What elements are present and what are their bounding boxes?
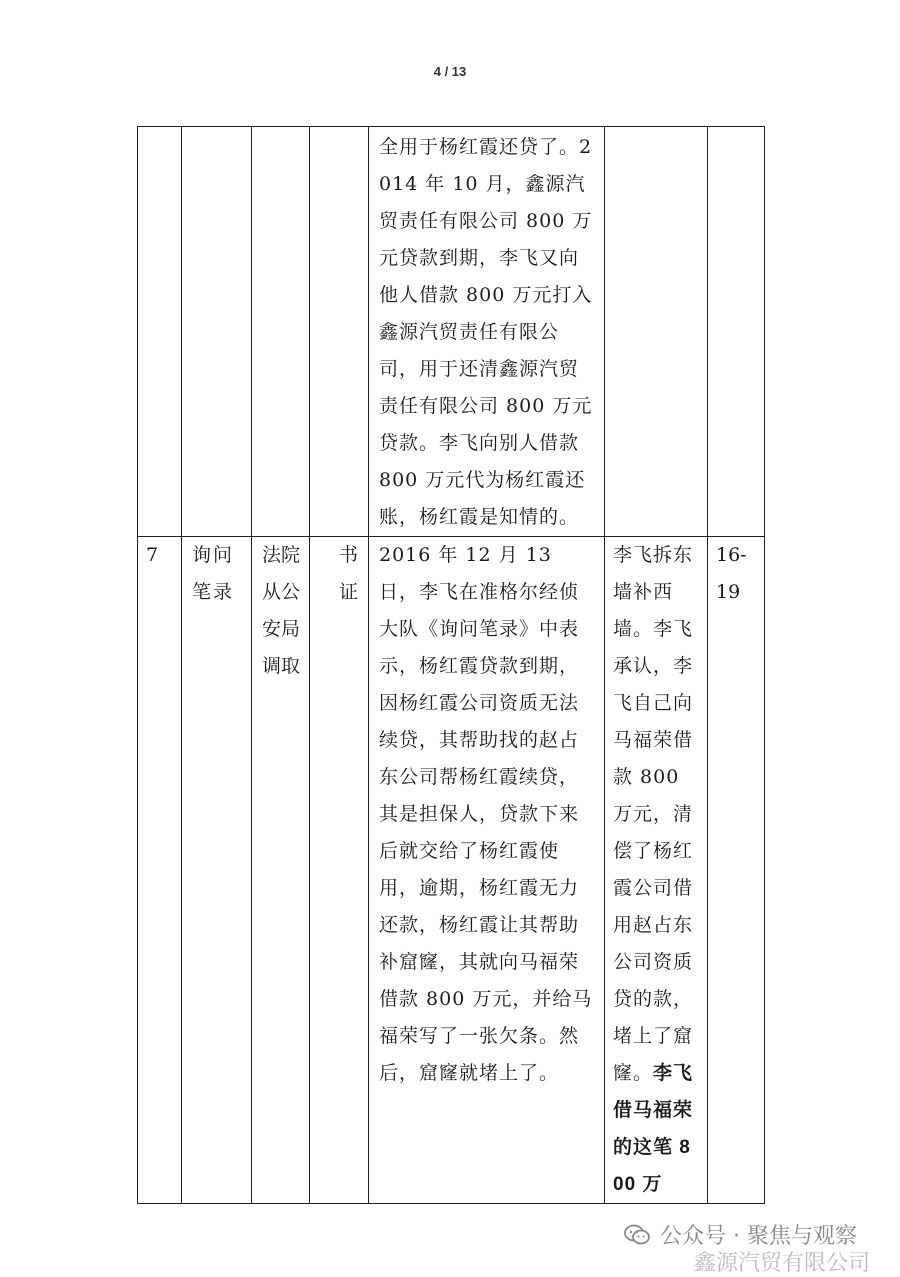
cell-source bbox=[252, 127, 310, 537]
cell-pages bbox=[708, 537, 765, 1204]
evidence-table bbox=[137, 126, 765, 1204]
footer-watermark bbox=[624, 1219, 870, 1277]
cell-source bbox=[252, 537, 310, 1204]
purpose-text bbox=[605, 537, 707, 1203]
cell-content bbox=[369, 127, 605, 537]
evidence-name: 询问笔录 bbox=[192, 544, 235, 603]
evidence-type: 书证 bbox=[338, 544, 358, 603]
page-range: 16-19 bbox=[716, 544, 747, 603]
wechat-icon bbox=[624, 1224, 650, 1246]
cell-purpose bbox=[605, 537, 708, 1204]
cell-type bbox=[310, 537, 369, 1204]
cell-name bbox=[182, 127, 252, 537]
cell-pages bbox=[708, 127, 765, 537]
page-number: 4 / 13 bbox=[433, 64, 467, 79]
purpose-bold: 李飞借马福荣的这笔 800 万 bbox=[613, 1063, 694, 1195]
evidence-source: 法院从公安局调取 bbox=[262, 544, 301, 677]
cell-name bbox=[182, 537, 252, 1204]
cell-purpose bbox=[605, 127, 708, 537]
account-name: 公众号 · 聚焦与观察 bbox=[659, 1224, 857, 1249]
evidence-number: 7 bbox=[146, 544, 159, 566]
content-text: 全用于杨红霞还贷了。2014 年 10 月，鑫源汽贸责任有限公司 800 万元贷款到期，李飞又向他人借款 800 万元打入鑫源汽贸责任有限公司，用于还清鑫源汽贸责任有限公司 800 万元贷款。李飞向别人借款 800 万元代为杨红霞还账，杨红霞是知情的。 bbox=[379, 136, 593, 528]
purpose-normal: 李飞拆东墙补西墙。李飞承认，李飞自己向马福荣借款 800 万元，清偿了杨红霞公司借用赵占东公司资质贷的款，堵上了窟窿。 bbox=[613, 544, 694, 1084]
table-row bbox=[138, 127, 765, 537]
cell-content bbox=[369, 537, 605, 1204]
cell-type bbox=[310, 127, 369, 537]
cell-no bbox=[138, 127, 182, 537]
table-row bbox=[138, 537, 765, 1204]
watermark-text: 鑫源汽贸有限公司 bbox=[693, 1251, 870, 1276]
cell-no bbox=[138, 537, 182, 1204]
content-text: 2016 年 12 月 13 日，李飞在准格尔经侦大队《询问笔录》中表示，杨红霞贷款到期，因杨红霞公司资质无法续贷，其帮助找的赵占东公司帮杨红霞续贷，其是担保人，贷款下来后就交给了杨红霞使用，逾期，杨红霞无力还款，杨红霞让其帮助补窟窿，其就向马福荣借款 800 万元，并给马福荣写了一张欠条。然后，窟窿就堵上了。 bbox=[379, 544, 593, 1084]
